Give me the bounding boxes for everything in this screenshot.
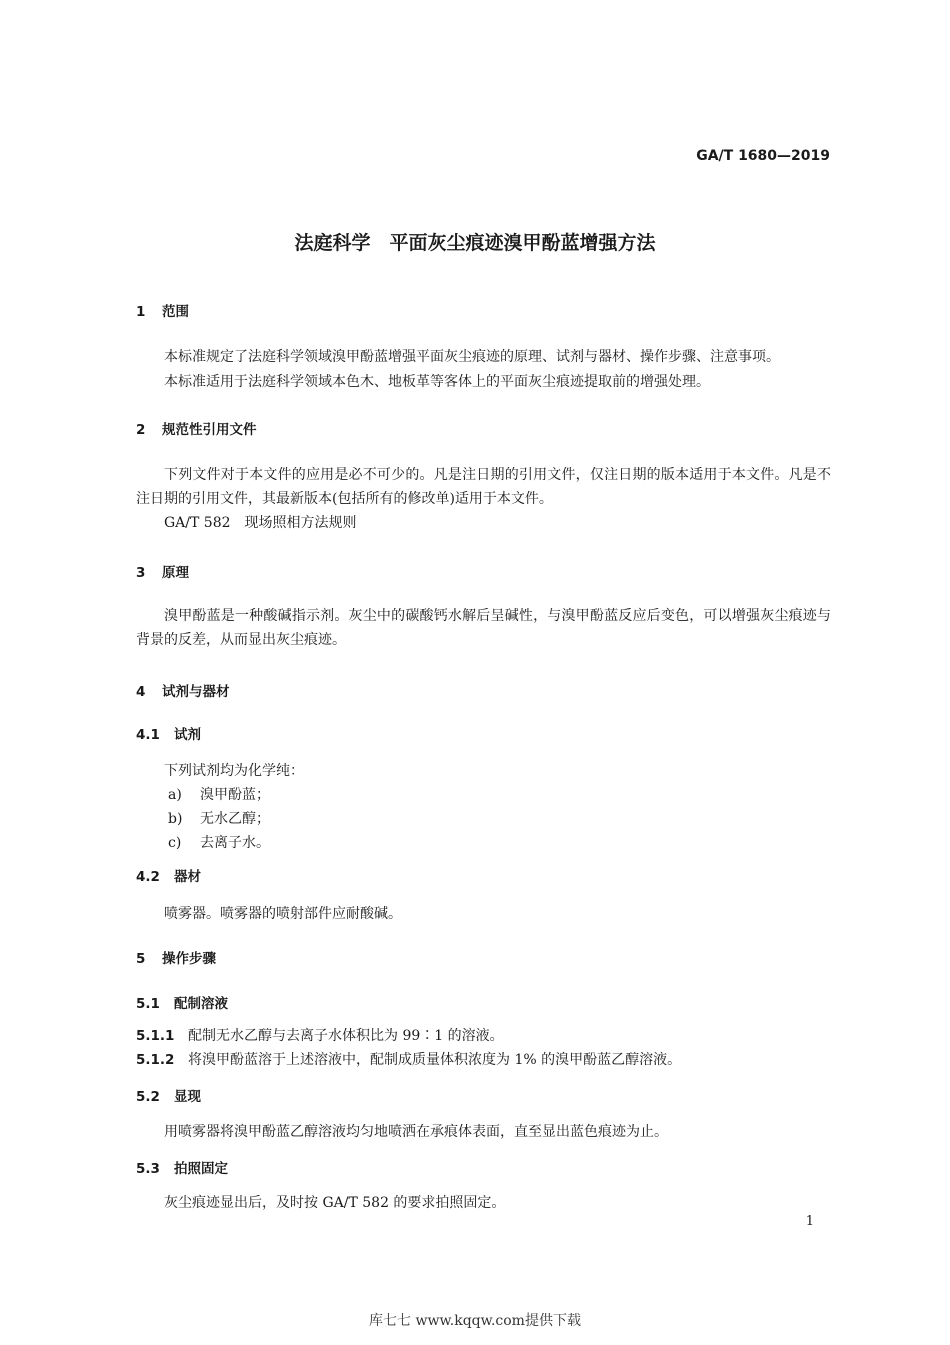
section-title: 配制溶液 (174, 996, 228, 1012)
normative-reference: GA/T 582 现场照相方法规则 (164, 515, 357, 531)
section-title: 规范性引用文件 (162, 422, 257, 438)
list-text: 去离子水。 (200, 835, 270, 851)
section-title: 显现 (174, 1089, 201, 1105)
display-text: 用喷雾器将溴甲酚蓝乙醇溶液均匀地喷洒在承痕体表面，直至显出蓝色痕迹为止。 (164, 1124, 668, 1140)
s3-paragraph: 溴甲酚蓝是一种酸碱指示剂。灰尘中的碳酸钙水解后呈碱性，与溴甲酚蓝反应后变色，可以增强灰尘痕迹与背景的反差，从而显出灰尘痕迹。 (136, 608, 831, 648)
section-5-heading (136, 947, 216, 967)
document-title: 法庭科学 平面灰尘痕迹溴甲酚蓝增强方法 (294, 232, 656, 254)
section-title: 操作步骤 (162, 951, 216, 967)
section-number: 3 (136, 565, 146, 581)
section-4-1-heading (136, 723, 201, 743)
list-text: 无水乙醇； (200, 811, 270, 827)
s1-line-1: 本标准规定了法庭科学领域溴甲酚蓝增强平面灰尘痕迹的原理、试剂与器材、操作步骤、注意事项。 (164, 349, 780, 365)
s2-paragraph: 下列文件对于本文件的应用是必不可少的。凡是注日期的引用文件，仅注日期的版本适用于本文件。凡是不注日期的引用文件，其最新版本(包括所有的修改单)适用于本文件。 (136, 467, 831, 507)
section-number: 1 (136, 304, 146, 320)
section-title: 原理 (162, 565, 189, 581)
photo-fixing-text: 灰尘痕迹显出后，及时按 GA/T 582 的要求拍照固定。 (164, 1195, 506, 1211)
section-3-heading (136, 561, 189, 581)
list-marker: a) (168, 787, 182, 803)
download-footer: 库七七 www.kqqw.com提供下载 (369, 1313, 581, 1329)
list-marker: c) (168, 835, 182, 851)
list-item (168, 808, 270, 828)
section-5-2-heading (136, 1085, 201, 1105)
section-2-heading (136, 418, 257, 438)
standard-number: GA/T 1680—2019 (696, 148, 830, 164)
section-number: 5.3 (136, 1161, 160, 1177)
section-5-1-heading (136, 992, 228, 1012)
section-number: 5 (136, 951, 146, 967)
list-item (168, 784, 270, 804)
section-number: 4.2 (136, 869, 160, 885)
clause-5-1-1 (136, 1025, 504, 1045)
section-number: 2 (136, 422, 146, 438)
section-title: 范围 (162, 304, 189, 320)
s1-line-2: 本标准适用于法庭科学领域本色木、地板革等客体上的平面灰尘痕迹提取前的增强处理。 (164, 374, 710, 390)
section-number: 4 (136, 684, 146, 700)
clause-5-1-2 (136, 1049, 681, 1069)
section-title: 试剂与器材 (162, 684, 230, 700)
clause-text: 配制无水乙醇与去离子水体积比为 99∶1 的溶液。 (188, 1028, 504, 1044)
list-text: 溴甲酚蓝； (200, 787, 270, 803)
clause-number: 5.1.2 (136, 1052, 175, 1068)
section-title: 试剂 (174, 727, 201, 743)
section-4-heading (136, 680, 230, 700)
section-5-3-heading (136, 1157, 228, 1177)
clause-number: 5.1.1 (136, 1028, 175, 1044)
list-marker: b) (168, 811, 183, 827)
section-number: 5.2 (136, 1089, 160, 1105)
section-title: 器材 (174, 869, 201, 885)
list-item (168, 832, 270, 852)
section-title: 拍照固定 (174, 1161, 228, 1177)
section-4-2-heading (136, 865, 201, 885)
clause-text: 将溴甲酚蓝溶于上述溶液中，配制成质量体积浓度为 1% 的溴甲酚蓝乙醇溶液。 (188, 1052, 682, 1068)
section-number: 5.1 (136, 996, 160, 1012)
equipment-text: 喷雾器。喷雾器的喷射部件应耐酸碱。 (164, 906, 402, 922)
section-1-heading (136, 300, 189, 320)
page-number: 1 (805, 1214, 814, 1229)
reagent-intro: 下列试剂均为化学纯： (164, 763, 304, 779)
section-number: 4.1 (136, 727, 160, 743)
